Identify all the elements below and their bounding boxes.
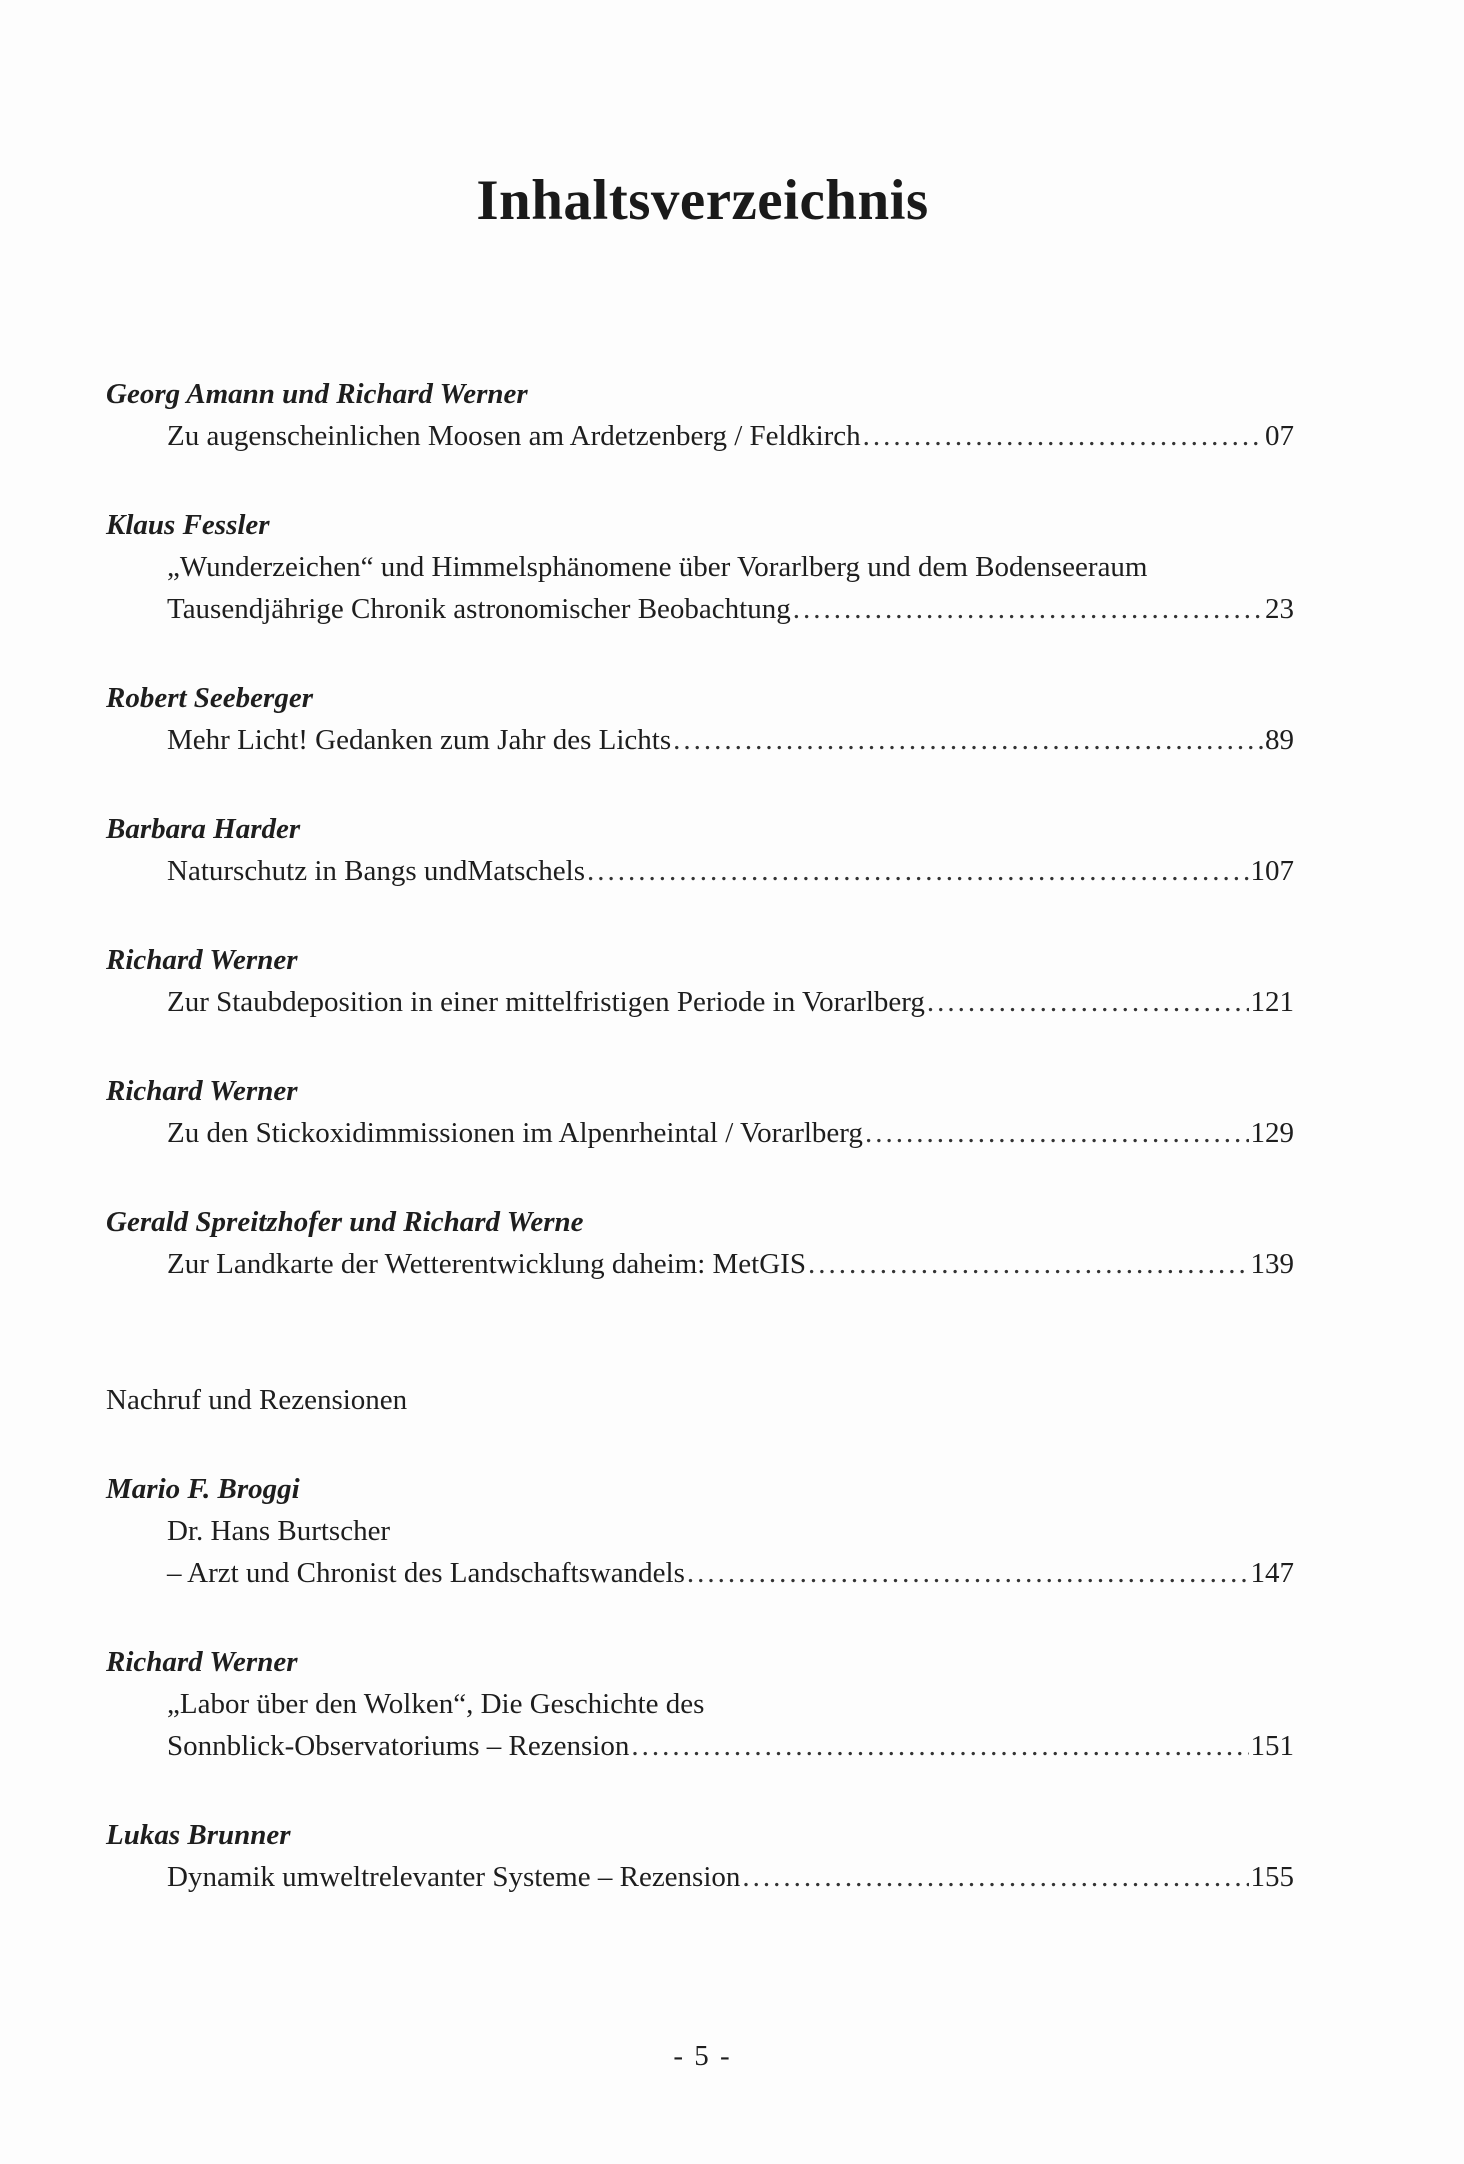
toc-entry bbox=[106, 504, 1294, 630]
toc-title: – Arzt und Chronist des Landschaftswandels bbox=[167, 1557, 685, 1589]
toc-entry bbox=[106, 808, 1294, 892]
toc-author: Klaus Fessler bbox=[106, 509, 270, 541]
section-heading: Nachruf und Rezensionen bbox=[106, 1384, 408, 1416]
toc-leader-dots bbox=[863, 415, 1263, 457]
toc-title-line bbox=[106, 1856, 1294, 1898]
toc-title-line bbox=[106, 1112, 1294, 1154]
toc-title-line bbox=[106, 1510, 1294, 1552]
toc-entry bbox=[106, 939, 1294, 1023]
toc-title-line bbox=[106, 1725, 1294, 1767]
page-number-footer: - 5 - bbox=[673, 2040, 732, 2072]
toc-page-number: 129 bbox=[1250, 1117, 1294, 1149]
toc-leader-dots bbox=[587, 850, 1248, 892]
table-of-contents bbox=[106, 373, 1294, 1898]
toc-leader-dots bbox=[631, 1725, 1248, 1767]
toc-title: Sonnblick-Observatoriums – Rezension bbox=[167, 1730, 630, 1762]
page-title: Inhaltsverzeichnis bbox=[476, 169, 929, 232]
toc-title-line bbox=[106, 588, 1294, 630]
toc-author: Richard Werner bbox=[106, 1075, 298, 1107]
toc-title: „Labor über den Wolken“, Die Geschichte des bbox=[167, 1688, 705, 1720]
toc-author: Robert Seeberger bbox=[106, 682, 313, 714]
toc-entry bbox=[106, 1201, 1294, 1285]
toc-page-number: 139 bbox=[1250, 1248, 1294, 1280]
toc-entry bbox=[106, 677, 1294, 761]
toc-author: Lukas Brunner bbox=[106, 1819, 291, 1851]
toc-page-number: 147 bbox=[1250, 1557, 1294, 1589]
toc-page-number: 151 bbox=[1250, 1730, 1294, 1762]
toc-entry bbox=[106, 1641, 1294, 1767]
toc-title: Zu den Stickoxidimmissionen im Alpenrheintal / Vorarlberg bbox=[167, 1117, 863, 1149]
toc-title: Mehr Licht! Gedanken zum Jahr des Lichts bbox=[167, 724, 672, 756]
toc-leader-dots bbox=[927, 981, 1249, 1023]
toc-title-line bbox=[106, 546, 1294, 588]
toc-title: Zur Staubdeposition in einer mittelfristigen Periode in Vorarlberg bbox=[167, 986, 925, 1018]
toc-title: Tausendjährige Chronik astronomischer Beobachtung bbox=[167, 593, 791, 625]
toc-page-number: 23 bbox=[1265, 593, 1294, 625]
toc-title-line bbox=[106, 850, 1294, 892]
toc-author: Richard Werner bbox=[106, 944, 298, 976]
toc-leader-dots bbox=[793, 588, 1263, 630]
toc-author: Richard Werner bbox=[106, 1646, 298, 1678]
toc-title: Dynamik umweltrelevanter Systeme – Rezension bbox=[167, 1861, 741, 1893]
toc-author: Georg Amann und Richard Werner bbox=[106, 378, 528, 410]
toc-entry bbox=[106, 1468, 1294, 1594]
toc-entry bbox=[106, 373, 1294, 457]
toc-page-number: 107 bbox=[1250, 855, 1294, 887]
toc-title-line bbox=[106, 1683, 1294, 1725]
toc-page-number: 155 bbox=[1250, 1861, 1294, 1893]
toc-author: Gerald Spreitzhofer und Richard Werne bbox=[106, 1206, 584, 1238]
toc-leader-dots bbox=[687, 1552, 1249, 1594]
toc-leader-dots bbox=[865, 1112, 1249, 1154]
toc-title: Zu augenscheinlichen Moosen am Ardetzenberg / Feldkirch bbox=[167, 420, 861, 452]
toc-title-line bbox=[106, 1552, 1294, 1594]
toc-page-number: 89 bbox=[1265, 724, 1294, 756]
toc-entry bbox=[106, 1814, 1294, 1898]
toc-title: „Wunderzeichen“ und Himmelsphänomene über Vorarlberg und dem Bodenseeraum bbox=[167, 551, 1148, 583]
toc-author: Barbara Harder bbox=[106, 813, 301, 845]
toc-page-number: 07 bbox=[1265, 420, 1294, 452]
toc-title-line bbox=[106, 415, 1294, 457]
toc-title: Dr. Hans Burtscher bbox=[167, 1515, 391, 1547]
toc-title-line bbox=[106, 719, 1294, 761]
toc-leader-dots bbox=[742, 1856, 1248, 1898]
toc-title-line bbox=[106, 1243, 1294, 1285]
toc-entry bbox=[106, 1070, 1294, 1154]
toc-leader-dots bbox=[673, 719, 1263, 761]
toc-page-number: 121 bbox=[1250, 986, 1294, 1018]
toc-author: Mario F. Broggi bbox=[106, 1473, 300, 1505]
toc-title: Naturschutz in Bangs undMatschels bbox=[167, 855, 586, 887]
toc-leader-dots bbox=[808, 1243, 1249, 1285]
toc-title-line bbox=[106, 981, 1294, 1023]
toc-title: Zur Landkarte der Wetterentwicklung daheim: MetGIS bbox=[167, 1248, 806, 1280]
